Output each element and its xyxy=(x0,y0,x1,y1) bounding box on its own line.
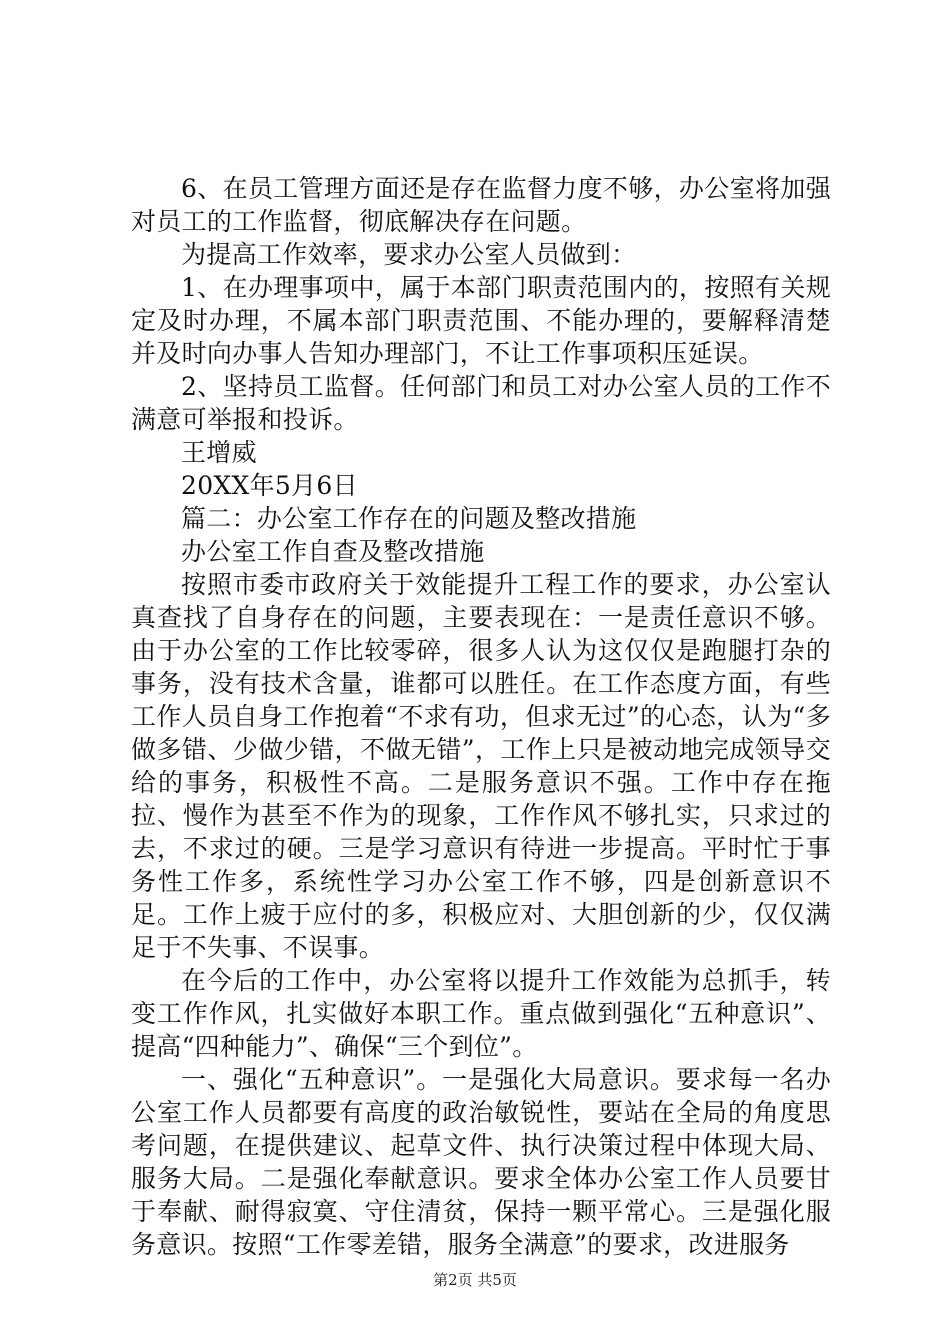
page-footer: 第2页 共5页 xyxy=(433,1271,517,1289)
paragraph-item-1: 1、在办理事项中，属于本部门职责范围内的，按照有关规定及时办理，不属本部门职责范围、不能办理的，要解释清楚并及时向办事人告知办理部门，不让工作事项积压延误。 xyxy=(131,273,831,368)
signature-name: 王增威 xyxy=(181,438,257,467)
signature-date: 20XX年5月6日 xyxy=(181,471,358,500)
paragraph-efficiency-intro: 为提高工作效率，要求办公室人员做到： xyxy=(181,240,637,269)
section-title: 篇二：办公室工作存在的问题及整改措施 xyxy=(181,504,637,533)
section-subtitle: 办公室工作自查及整改措施 xyxy=(181,537,485,566)
document-body xyxy=(131,172,831,1261)
paragraph-employee-supervision: 6、在员工管理方面还是存在监督力度不够，办公室将加强对员工的工作监督，彻底解决存在问题。 xyxy=(131,174,831,236)
paragraph-future-work: 在今后的工作中，办公室将以提升工作效能为总抓手，转变工作作风，扎实做好本职工作。重点做到强化“五种意识”、提高“四种能力”、确保“三个到位”。 xyxy=(131,966,831,1061)
paragraph-five-awareness: 一、强化“五种意识”。一是强化大局意识。要求每一名办公室工作人员都要有高度的政治敏锐性，要站在全局的角度思考问题，在提供建议、起草文件、执行决策过程中体现大局、服务大局。二是强化奉献意识。要求全体办公室工作人员要甘于奉献、耐得寂寞、守住清贫，保持一颗平常心。三是强化服务意识。按照“工作零差错，服务全满意”的要求，改进服务 xyxy=(131,1065,831,1259)
paragraph-problems: 按照市委市政府关于效能提升工程工作的要求，办公室认真查找了自身存在的问题，主要表现在：一是责任意识不够。由于办公室的工作比较零碎，很多人认为这仅仅是跑腿打杂的事务，没有技术含量，谁都可以胜任。在工作态度方面，有些工作人员自身工作抱着“不求有功，但求无过”的心态，认为“多做多错、少做少错，不做无错”，工作上只是被动地完成领导交给的事务，积极性不高。二是服务意识不强。工作中存在拖拉、慢作为甚至不作为的现象，工作作风不够扎实，只求过的去，不求过的硬。三是学习意识有待进一步提高。平时忙于事务性工作多，系统性学习办公室工作不够，四是创新意识不足。工作上疲于应付的多，积极应对、大胆创新的少，仅仅满足于不失事、不误事。 xyxy=(131,570,831,962)
paragraph-item-2: 2、坚持员工监督。任何部门和员工对办公室人员的工作不满意可举报和投诉。 xyxy=(131,372,831,434)
